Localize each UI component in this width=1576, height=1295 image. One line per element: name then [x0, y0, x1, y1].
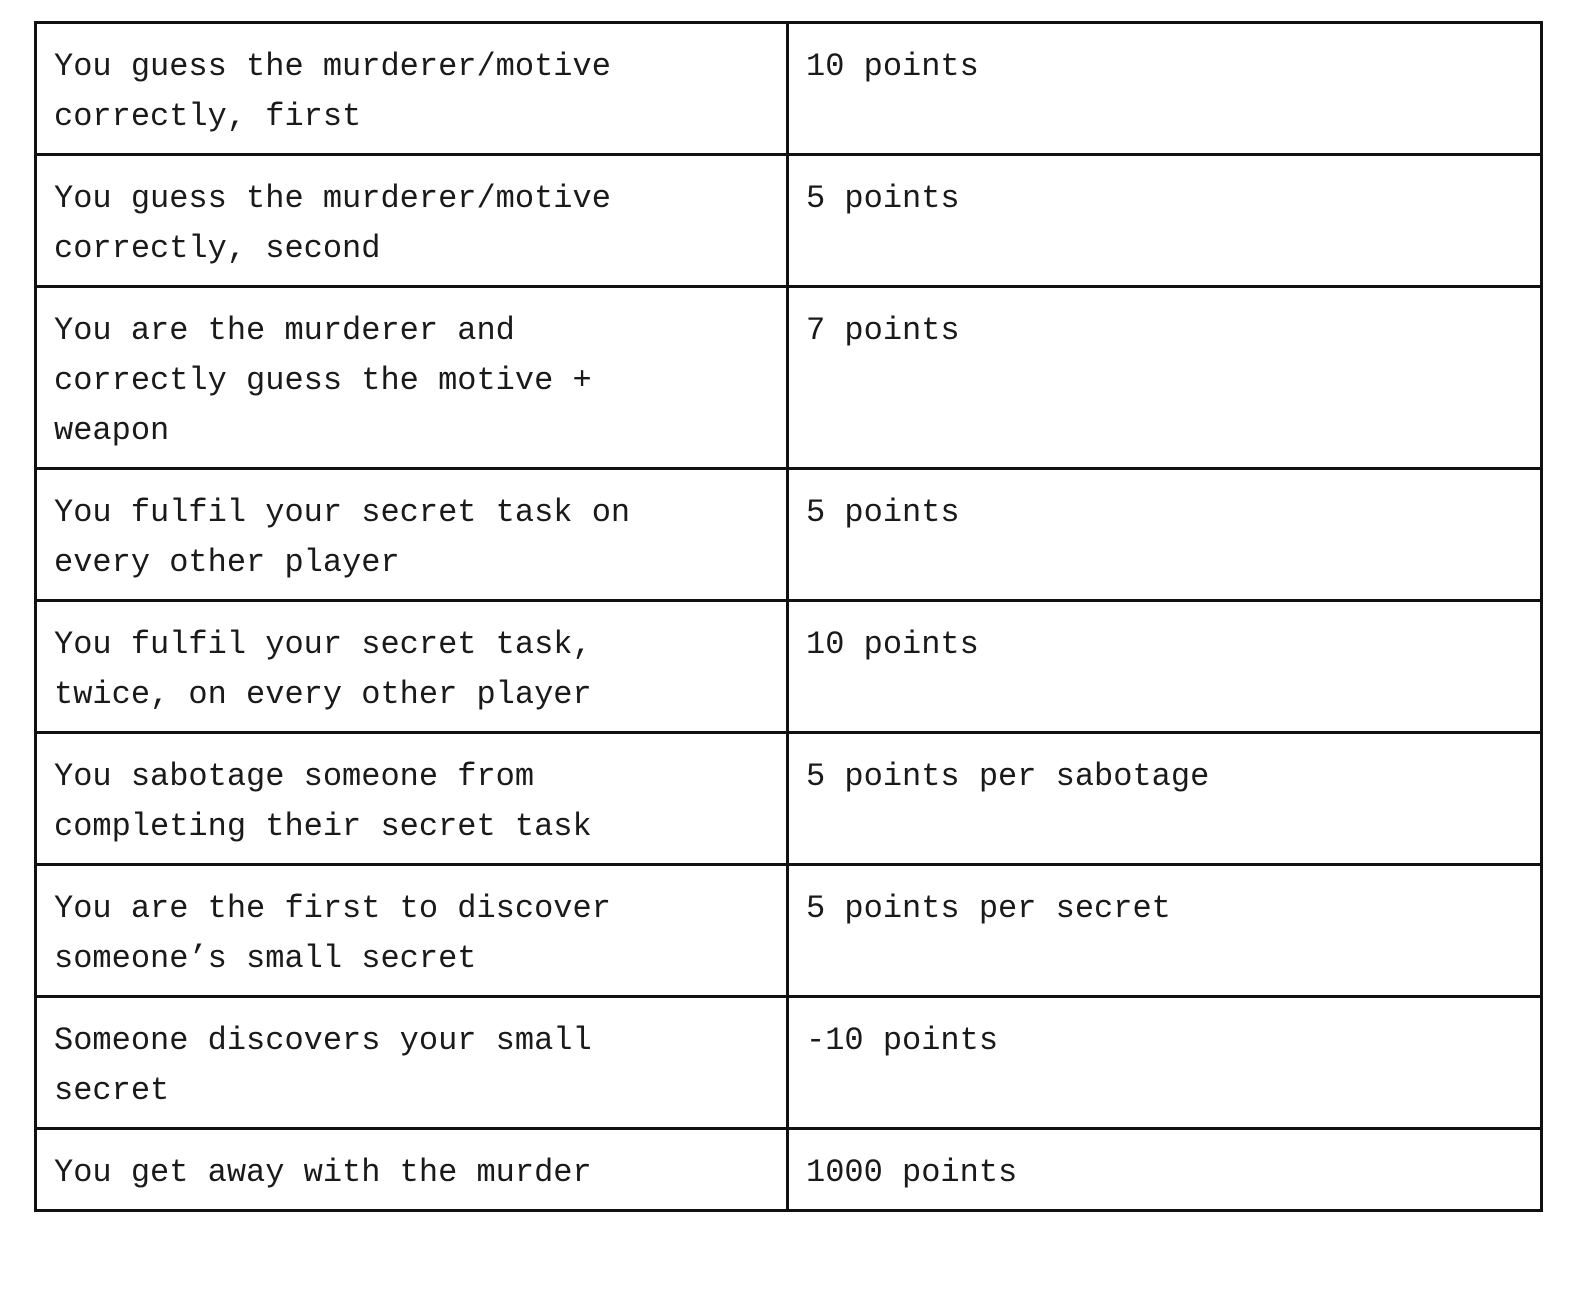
table-row	[36, 1129, 1542, 1211]
condition-cell: You fulfil your secret task, twice, on every other player	[36, 601, 788, 733]
condition-cell: You sabotage someone from completing their secret task	[36, 733, 788, 865]
points-cell: 5 points per secret	[788, 865, 1542, 997]
table-row	[36, 601, 1542, 733]
table-row	[36, 865, 1542, 997]
condition-cell: Someone discovers your small secret	[36, 997, 788, 1129]
scoring-table	[34, 21, 1543, 1212]
table-row	[36, 733, 1542, 865]
points-cell: -10 points	[788, 997, 1542, 1129]
condition-cell: You fulfil your secret task on every other player	[36, 469, 788, 601]
points-cell: 10 points	[788, 23, 1542, 155]
points-cell: 7 points	[788, 287, 1542, 469]
points-cell: 1000 points	[788, 1129, 1542, 1211]
condition-cell: You are the murderer and correctly guess the motive + weapon	[36, 287, 788, 469]
table-row	[36, 155, 1542, 287]
condition-cell: You are the first to discover someone’s small secret	[36, 865, 788, 997]
points-cell: 5 points	[788, 155, 1542, 287]
condition-cell: You guess the murderer/motive correctly, first	[36, 23, 788, 155]
points-cell: 5 points	[788, 469, 1542, 601]
points-cell: 10 points	[788, 601, 1542, 733]
condition-cell: You guess the murderer/motive correctly, second	[36, 155, 788, 287]
table-row	[36, 469, 1542, 601]
table-row	[36, 23, 1542, 155]
table-row	[36, 287, 1542, 469]
table-row	[36, 997, 1542, 1129]
condition-cell: You get away with the murder	[36, 1129, 788, 1211]
points-cell: 5 points per sabotage	[788, 733, 1542, 865]
